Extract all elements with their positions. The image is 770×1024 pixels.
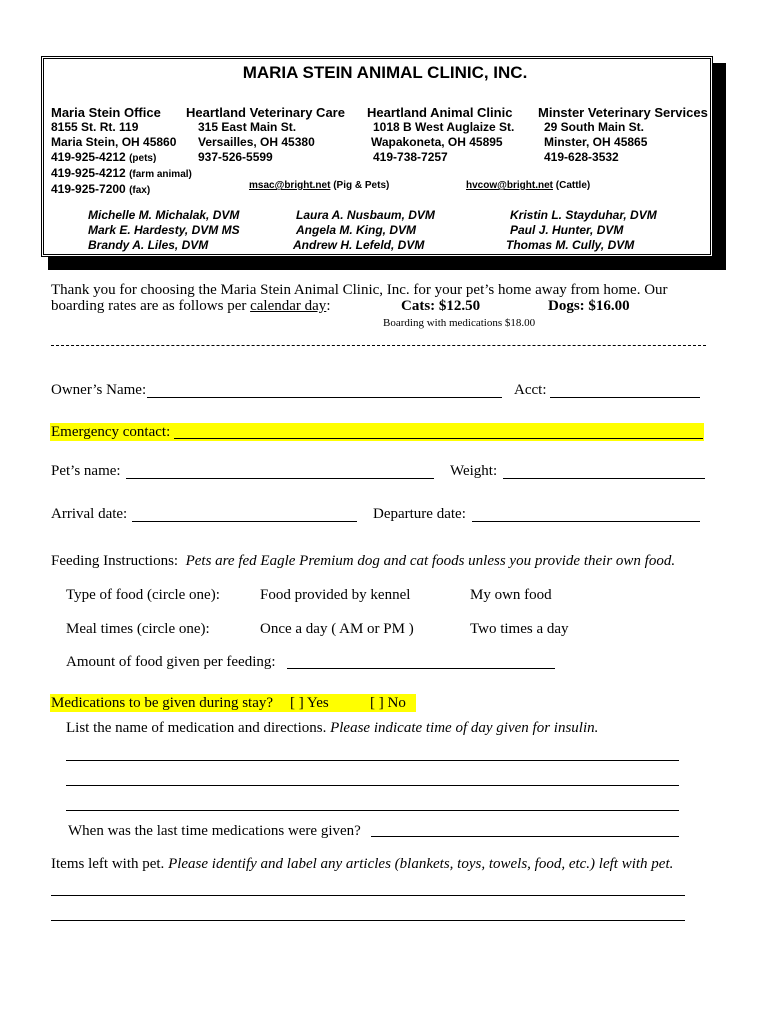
owner-label: Owner’s Name: bbox=[51, 382, 147, 398]
doctor-name: Angela M. King, DVM bbox=[296, 223, 416, 237]
food-option-own[interactable]: My own food bbox=[470, 587, 552, 603]
medications-no-checkbox[interactable]: [ ] No bbox=[370, 695, 406, 711]
medications-line-3[interactable] bbox=[66, 810, 679, 811]
departure-date-field[interactable] bbox=[472, 521, 700, 522]
acct-field[interactable] bbox=[550, 397, 700, 398]
office-maria-stein bbox=[51, 105, 192, 198]
office-city: Minster, OH 45865 bbox=[544, 135, 648, 149]
arrival-date-field[interactable] bbox=[132, 521, 357, 522]
clinic-title: MARIA STEIN ANIMAL CLINIC, INC. bbox=[242, 63, 528, 82]
doctor-name: Paul J. Hunter, DVM bbox=[510, 223, 624, 237]
owner-name-field[interactable] bbox=[147, 397, 502, 398]
arrival-label: Arrival date: bbox=[51, 506, 128, 522]
medications-yes-checkbox[interactable]: [ ] Yes bbox=[290, 695, 329, 711]
office-name: Heartland Veterinary Care bbox=[186, 105, 345, 120]
doctor-name: Mark E. Hardesty, DVM MS bbox=[88, 223, 240, 237]
amount-field[interactable] bbox=[287, 668, 555, 669]
office-phone-pets: 419-925-4212 (pets) bbox=[51, 150, 157, 164]
pet-name-field[interactable] bbox=[126, 478, 434, 479]
meal-times-label: Meal times (circle one): bbox=[66, 621, 210, 637]
last-given-label: When was the last time medications were given? bbox=[68, 823, 361, 839]
office-address: 8155 St. Rt. 119 bbox=[51, 120, 139, 134]
office-city: Wapakoneta, OH 45895 bbox=[371, 135, 503, 149]
last-given-field[interactable] bbox=[371, 836, 679, 837]
dogs-rate: Dogs: $16.00 bbox=[548, 298, 630, 314]
medications-line-1[interactable] bbox=[66, 760, 679, 761]
email-pig-pets: msac@bright.net (Pig & Pets) bbox=[249, 180, 390, 191]
email-link[interactable]: msac@bright.net bbox=[249, 180, 331, 191]
doctor-name: Brandy A. Liles, DVM bbox=[88, 238, 209, 252]
doctor-name: Thomas M. Cully, DVM bbox=[506, 238, 635, 252]
office-heartland-vet bbox=[186, 105, 345, 165]
medications-list-instructions: List the name of medication and directions. Please indicate time of day given for insulin. bbox=[66, 720, 599, 736]
doctor-name: Andrew H. Lefeld, DVM bbox=[293, 238, 425, 252]
meds-rate: Boarding with medications $18.00 bbox=[383, 317, 536, 329]
acct-label: Acct: bbox=[514, 382, 547, 398]
doctors-col-1 bbox=[88, 208, 240, 253]
meal-option-twice[interactable]: Two times a day bbox=[470, 621, 569, 637]
doctor-name: Laura A. Nusbaum, DVM bbox=[296, 208, 435, 222]
emergency-contact-field[interactable] bbox=[174, 438, 703, 439]
office-name: Minster Veterinary Services bbox=[538, 105, 708, 120]
food-option-kennel[interactable]: Food provided by kennel bbox=[260, 587, 411, 603]
email-cattle: hvcow@bright.net (Cattle) bbox=[466, 180, 591, 191]
feeding-instructions: Feeding Instructions: Pets are fed Eagle Premium dog and cat foods unless you provide their own food. bbox=[51, 553, 676, 569]
cut-line-divider bbox=[51, 345, 706, 346]
office-address: 315 East Main St. bbox=[198, 120, 297, 134]
office-phone-farm: 419-925-4212 (farm animal) bbox=[51, 166, 192, 180]
amount-label: Amount of food given per feeding: bbox=[66, 654, 276, 670]
office-name: Maria Stein Office bbox=[51, 105, 161, 120]
meal-option-once[interactable]: Once a day ( AM or PM ) bbox=[260, 621, 414, 637]
office-name: Heartland Animal Clinic bbox=[367, 105, 513, 120]
office-city: Versailles, OH 45380 bbox=[198, 135, 315, 149]
food-type-label: Type of food (circle one): bbox=[66, 587, 220, 603]
cats-rate: Cats: $12.50 bbox=[401, 298, 481, 314]
intro-line-2: boarding rates are as follows per calendar day: bbox=[51, 298, 331, 314]
items-line-2[interactable] bbox=[51, 920, 685, 921]
departure-label: Departure date: bbox=[373, 506, 466, 522]
pet-name-label: Pet’s name: bbox=[51, 463, 121, 479]
weight-label: Weight: bbox=[450, 463, 498, 479]
intro-line-1: Thank you for choosing the Maria Stein Animal Clinic, Inc. for your pet’s home away from home. Our bbox=[51, 282, 668, 298]
items-instructions: Items left with pet. Please identify and label any articles (blankets, toys, towels, food, etc.) left with pet. bbox=[51, 856, 674, 872]
items-line-1[interactable] bbox=[51, 895, 685, 896]
office-address: 29 South Main St. bbox=[544, 120, 645, 134]
office-city: Maria Stein, OH 45860 bbox=[51, 135, 177, 149]
office-minster bbox=[538, 105, 708, 165]
emergency-label: Emergency contact: bbox=[51, 424, 171, 440]
office-phone: 419-738-7257 bbox=[373, 150, 448, 164]
office-address: 1018 B West Auglaize St. bbox=[373, 120, 515, 134]
medications-question: Medications to be given during stay? bbox=[51, 695, 274, 711]
doctor-name: Kristin L. Stayduhar, DVM bbox=[510, 208, 657, 222]
office-phone: 419-628-3532 bbox=[544, 150, 619, 164]
office-fax: 419-925-7200 (fax) bbox=[51, 182, 151, 196]
office-phone: 937-526-5599 bbox=[198, 150, 273, 164]
doctors-col-3 bbox=[506, 208, 657, 253]
doctors-col-2 bbox=[293, 208, 435, 253]
medications-line-2[interactable] bbox=[66, 785, 679, 786]
office-heartland-animal bbox=[367, 105, 514, 165]
doctor-name: Michelle M. Michalak, DVM bbox=[88, 208, 240, 222]
email-link[interactable]: hvcow@bright.net bbox=[466, 180, 553, 191]
weight-field[interactable] bbox=[503, 478, 705, 479]
